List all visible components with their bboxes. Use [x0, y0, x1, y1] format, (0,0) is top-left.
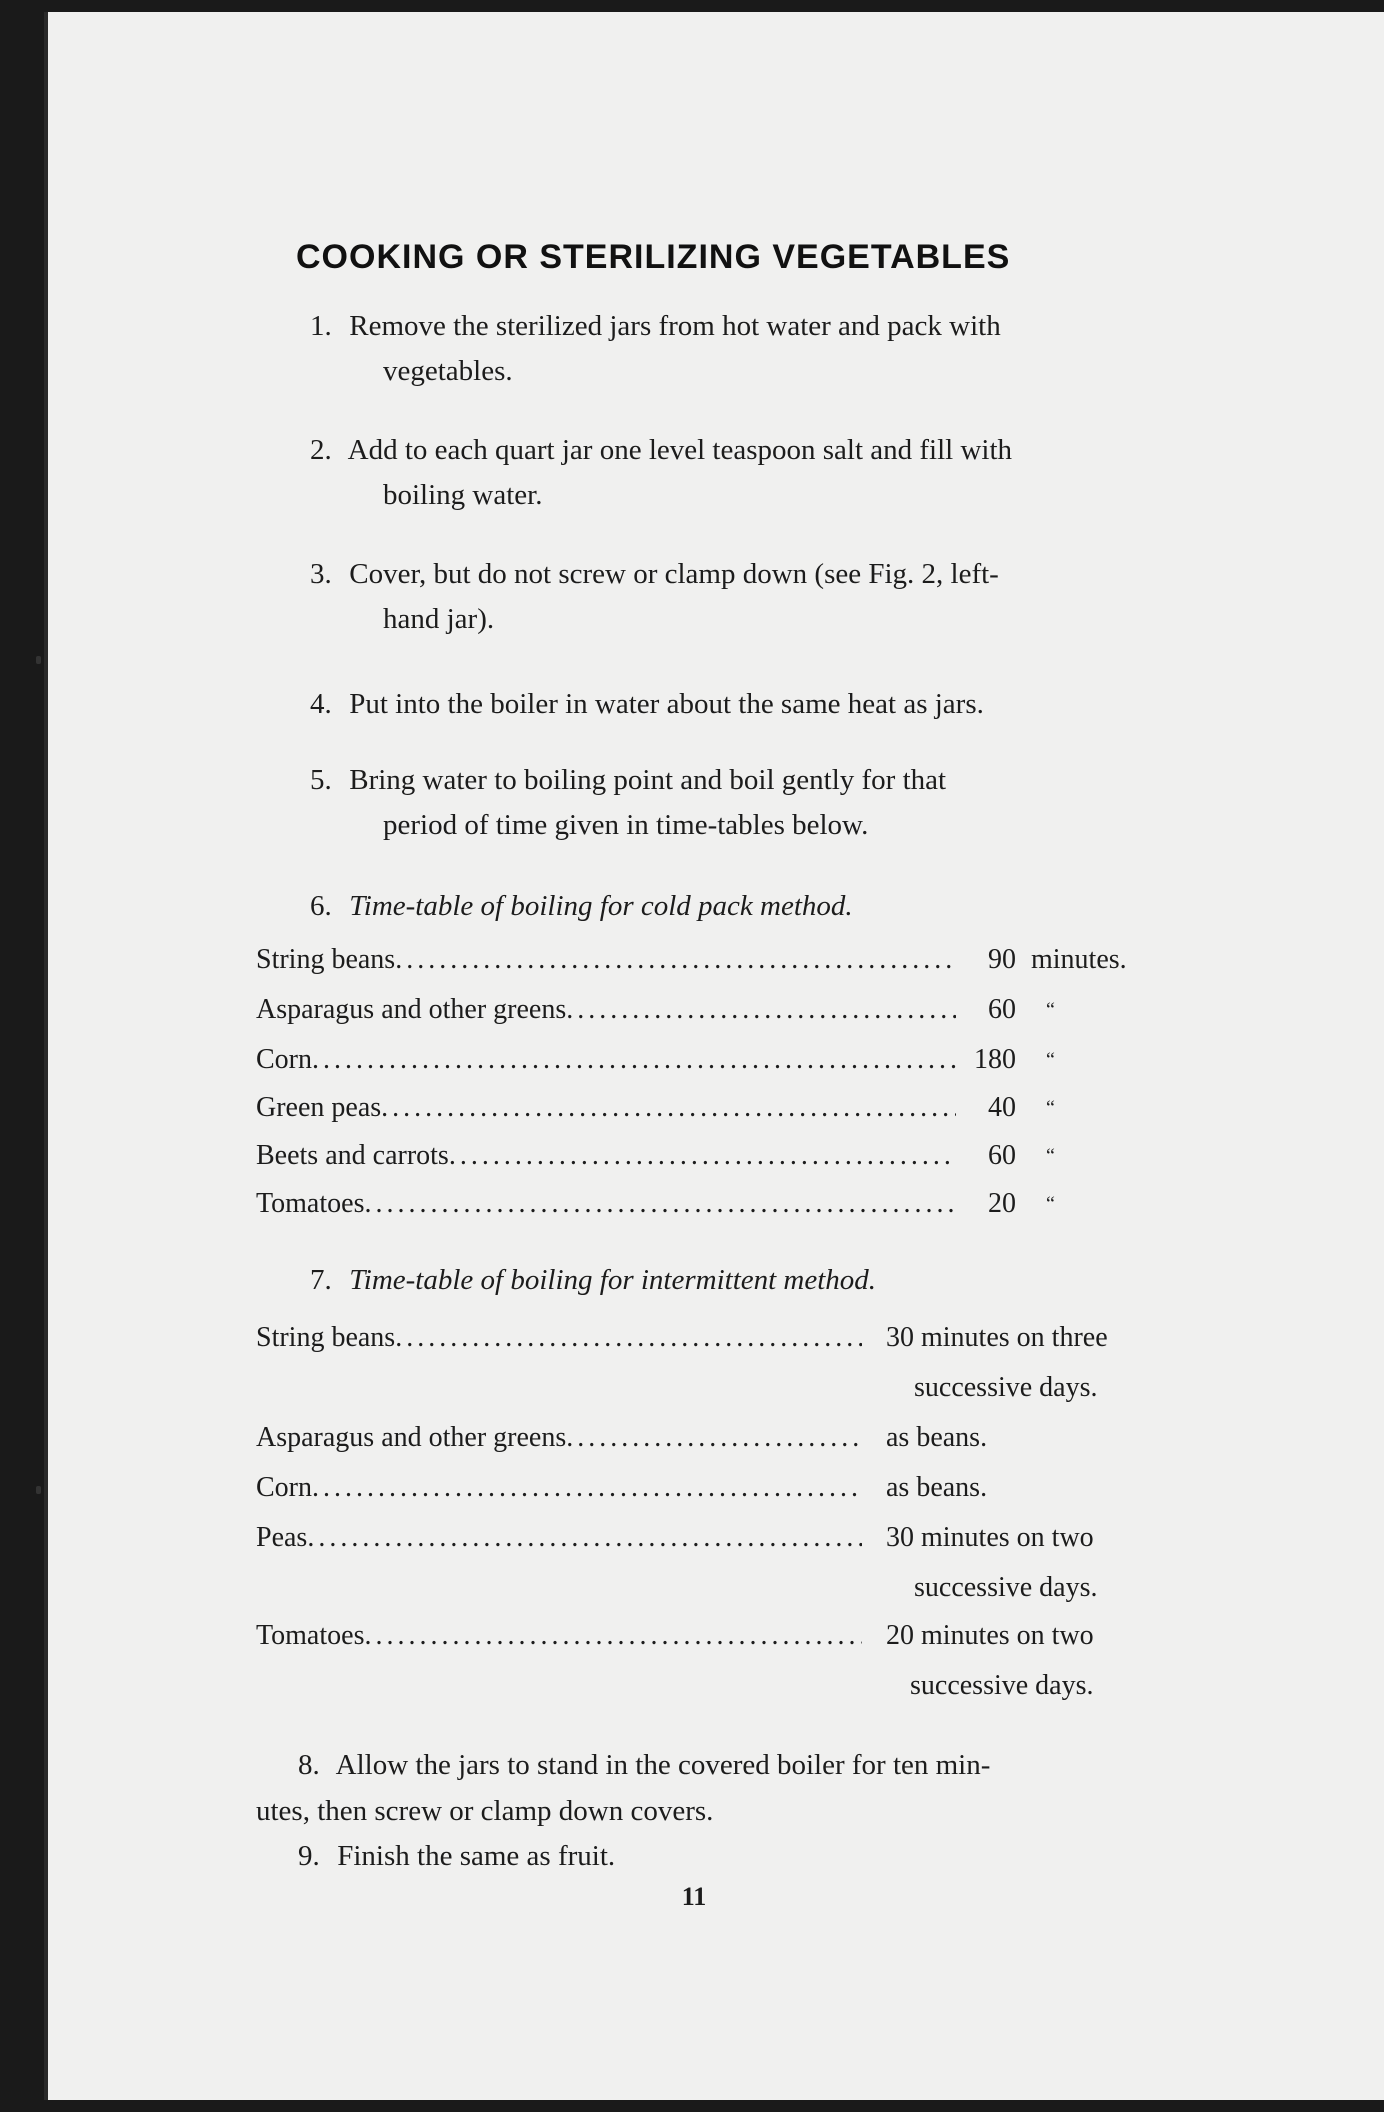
table-row — [256, 1182, 1055, 1226]
vegetable-name: Tomatoes — [256, 1620, 365, 1651]
table-row — [256, 1614, 1094, 1658]
boil-description-continued: successive days. — [914, 1572, 1098, 1603]
table-row — [256, 1466, 988, 1510]
table-row — [256, 1416, 988, 1460]
step-number: 1. — [310, 310, 332, 342]
timetable-heading-text: Time-table of boiling for cold pack method. — [349, 890, 853, 922]
vegetable-name: String beans — [256, 1322, 396, 1353]
minutes-unit: minutes. — [1031, 944, 1127, 975]
step-number: 8. — [298, 1749, 320, 1781]
step-number: 3. — [310, 558, 332, 590]
boil-minutes: 60 — [988, 994, 1016, 1025]
page-title: COOKING OR STERILIZING VEGETABLES — [296, 238, 1011, 276]
ditto-mark: “ — [1046, 1097, 1055, 1119]
step-number: 2. — [310, 434, 332, 466]
dot-leader — [566, 988, 956, 1032]
dot-leader — [312, 1466, 862, 1510]
dot-leader — [381, 1086, 956, 1130]
boil-description: 30 minutes on three — [886, 1322, 1108, 1353]
step-2 — [310, 428, 1012, 518]
step-3 — [310, 552, 999, 642]
table-row — [256, 1316, 1108, 1360]
step-9 — [298, 1834, 615, 1879]
step-5 — [310, 758, 946, 848]
dot-leader — [566, 1416, 862, 1460]
page-spine — [44, 12, 48, 2100]
step-text-continued: hand jar). — [383, 603, 495, 635]
boil-minutes: 90 — [988, 944, 1016, 975]
step-8 — [256, 1742, 991, 1834]
table-row — [256, 1516, 1094, 1560]
step-text-continued: period of time given in time-tables below. — [383, 809, 869, 841]
step-number: 7. — [310, 1264, 332, 1296]
timetable-cold-heading — [310, 884, 853, 929]
step-text: Bring water to boiling point and boil gently for that — [349, 764, 947, 796]
step-number: 6. — [310, 890, 332, 922]
ditto-mark: “ — [1046, 1049, 1055, 1071]
boil-description: as beans. — [886, 1422, 988, 1453]
step-number: 4. — [310, 688, 332, 720]
vegetable-name: Corn — [256, 1472, 312, 1503]
dot-leader — [395, 1316, 862, 1360]
vegetable-name: Beets and carrots — [256, 1140, 449, 1171]
vegetable-name: Tomatoes — [256, 1188, 365, 1219]
table-row — [256, 1134, 1055, 1178]
ditto-mark: “ — [1046, 1145, 1055, 1167]
step-text: Add to each quart jar one level teaspoon salt and fill with — [347, 434, 1013, 466]
step-text: Allow the jars to stand in the covered boiler for ten min- — [335, 1749, 991, 1781]
boil-minutes: 20 — [988, 1188, 1016, 1219]
margin-mark — [36, 1486, 41, 1494]
step-number: 5. — [310, 764, 332, 796]
boil-description: 30 minutes on two — [886, 1522, 1094, 1553]
book-page — [44, 12, 1384, 2100]
vegetable-name: Peas — [256, 1522, 308, 1553]
page-number: 11 — [681, 1882, 707, 1911]
dot-leader — [364, 1182, 956, 1226]
dot-leader — [307, 1516, 862, 1560]
dot-leader — [449, 1134, 956, 1178]
vegetable-name: Asparagus and other greens — [256, 1422, 567, 1453]
boil-minutes: 40 — [988, 1092, 1016, 1123]
boil-description: 20 minutes on two — [886, 1620, 1094, 1651]
step-text: Put into the boiler in water about the same heat as jars. — [349, 688, 984, 720]
step-number: 9. — [298, 1840, 320, 1872]
dot-leader — [312, 1038, 956, 1082]
step-text: Finish the same as fruit. — [337, 1840, 616, 1872]
step-1 — [310, 304, 1001, 394]
boil-description-continued: successive days. — [910, 1670, 1094, 1701]
dot-leader — [364, 1614, 862, 1658]
boil-minutes: 180 — [974, 1044, 1016, 1075]
table-row — [256, 1086, 1055, 1130]
table-row — [256, 938, 1127, 982]
dot-leader — [395, 938, 956, 982]
step-text: Cover, but do not screw or clamp down (see Fig. 2, left- — [349, 558, 999, 590]
ditto-mark: “ — [1046, 1193, 1055, 1215]
margin-mark — [36, 656, 41, 664]
timetable-intermittent-heading — [310, 1258, 876, 1303]
vegetable-name: Green peas — [256, 1092, 382, 1123]
vegetable-name: String beans — [256, 944, 396, 975]
step-text-continued: vegetables. — [383, 355, 513, 387]
step-text-continued: utes, then screw or clamp down covers. — [256, 1795, 714, 1827]
table-row — [256, 988, 1055, 1032]
boil-minutes: 60 — [988, 1140, 1016, 1171]
table-row — [256, 1038, 1055, 1082]
boil-description-continued: successive days. — [914, 1372, 1098, 1403]
step-4 — [310, 682, 984, 727]
step-text: Remove the sterilized jars from hot water and pack with — [349, 310, 1001, 342]
vegetable-name: Corn — [256, 1044, 312, 1075]
boil-description: as beans. — [886, 1472, 988, 1503]
vegetable-name: Asparagus and other greens — [256, 994, 567, 1025]
timetable-heading-text: Time-table of boiling for intermittent method. — [349, 1264, 877, 1296]
step-text-continued: boiling water. — [383, 479, 543, 511]
ditto-mark: “ — [1046, 999, 1055, 1021]
